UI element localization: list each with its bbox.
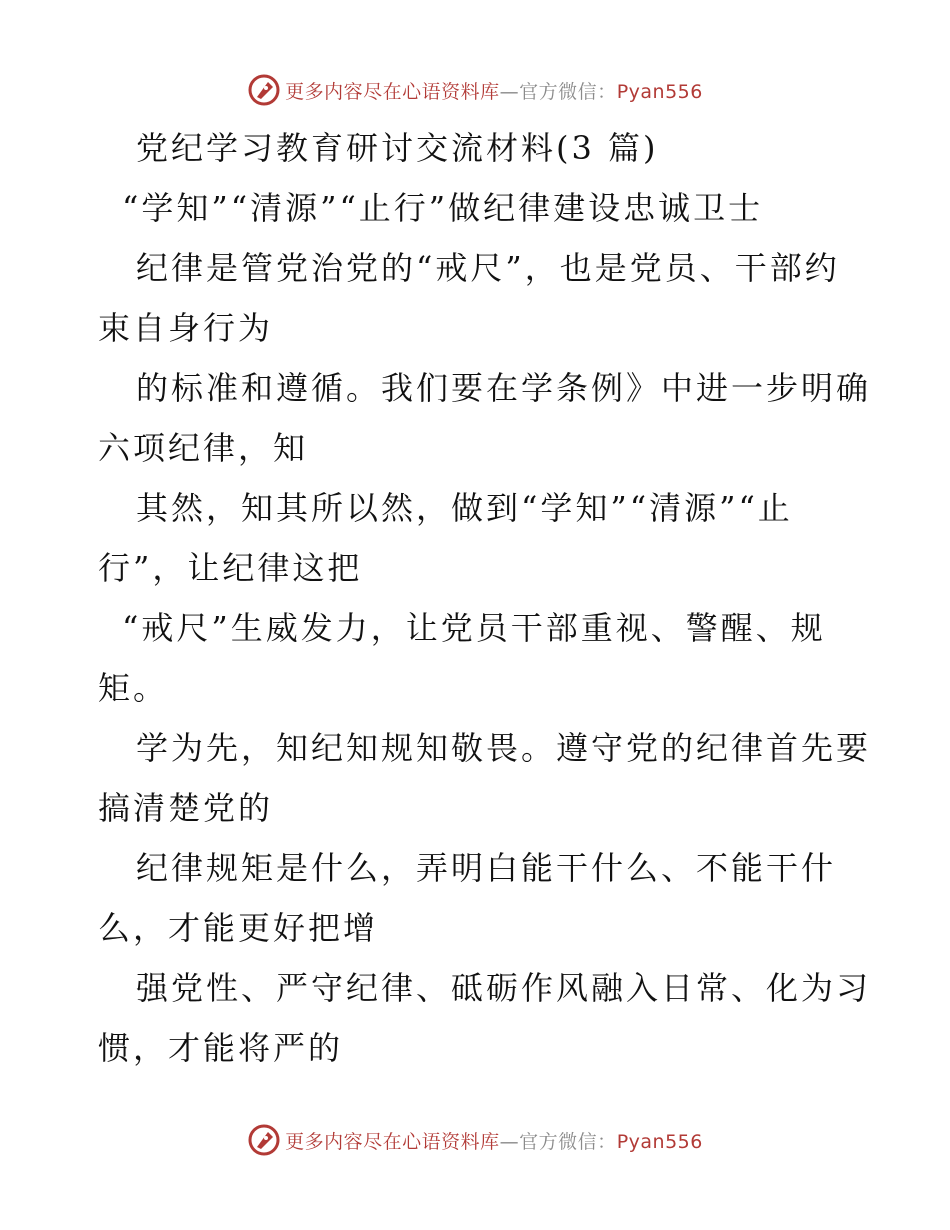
section-heading: “学知”“清源”“止行”做纪律建设忠诚卫士 [122,189,764,227]
paragraph-line: 矩。 [98,669,169,707]
paragraph-line: “戒尺”生威发力，让党员干部重视、警醒、规 [122,609,826,647]
paragraph-line: 强党性、严守纪律、砥砺作风融入日常、化为习 [136,969,872,1007]
paragraph-line: 行”，让纪律这把 [98,549,363,587]
watermark-text: 更多内容尽在心语资料库—官方微信：Pyan556 [285,80,703,103]
paragraph-line: 束自身行为 [98,309,274,347]
document-body [98,118,872,1078]
paragraph-line: 纪律规矩是什么，弄明白能干什么、不能干什 [136,849,837,887]
paragraph-line: 的标准和遵循。我们要在学条例》中进一步明确 [136,369,872,407]
document-title: 党纪学习教育研讨交流材料(3 篇) [136,129,659,167]
watermark-banner-bottom [0,1120,950,1160]
pen-nib-logo-icon [247,73,281,107]
paragraph-line: 么，才能更好把增 [98,909,379,947]
paragraph-line: 搞清楚党的 [98,789,274,827]
watermark-banner-top [0,70,950,110]
paragraph-line: 惯，才能将严的 [98,1029,344,1067]
pen-nib-logo-icon [247,1123,281,1157]
paragraph-line: 六项纪律，知 [98,429,309,467]
paragraph-line: 纪律是管党治党的“戒尺”，也是党员、干部约 [136,249,840,287]
paragraph-line: 其然，知其所以然，做到“学知”“清源”“止 [136,489,793,527]
watermark-text: 更多内容尽在心语资料库—官方微信：Pyan556 [285,1130,703,1153]
paragraph-line: 学为先，知纪知规知敬畏。遵守党的纪律首先要 [136,729,872,767]
